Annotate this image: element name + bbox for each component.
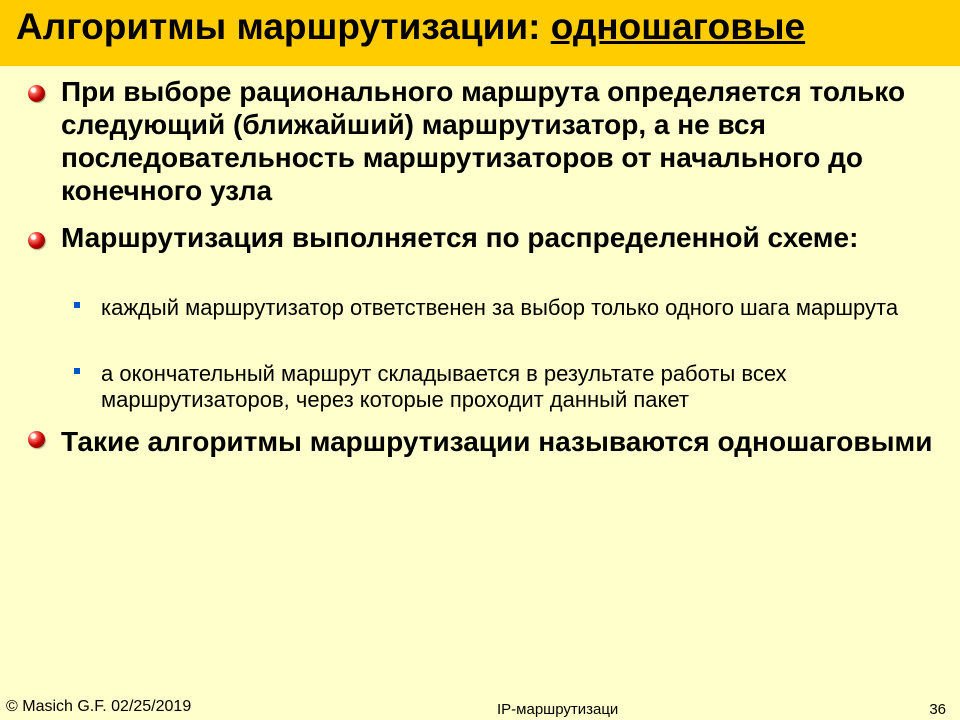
blue-square-bullet-icon: [74, 368, 80, 374]
title-main: Алгоритмы маршрутизации:: [16, 6, 551, 47]
slide-footer: [0, 696, 960, 720]
subbullet-1-text: каждый маршрутизатор ответственен за выбор только одного шага маршрута: [101, 295, 899, 320]
red-ball-bullet-icon: [28, 232, 45, 249]
red-ball-bullet-icon: [28, 85, 45, 102]
bullet-2-text: Маршрутизация выполняется по распределенной схеме:: [61, 222, 859, 253]
title-bar: [0, 0, 960, 66]
red-ball-bullet-icon: [28, 431, 45, 448]
slide-title: [16, 6, 805, 48]
blue-square-bullet-icon: [74, 302, 80, 308]
bullet-3-text: Такие алгоритмы маршрутизации называются одношаговыми: [61, 426, 933, 457]
title-emphasis: одношаговые: [550, 6, 806, 47]
bullet-1-text: При выборе рационального маршрута определяется только следующий (ближайший) маршрутизатор, а не вся последовательность маршрутизаторов от начального до конечного узла: [61, 76, 906, 206]
footer-topic: IP-маршрутизаци: [497, 701, 619, 718]
footer-copyright: © Masich G.F. 02/25/2019: [6, 698, 192, 715]
page-number: 36: [929, 701, 946, 718]
subbullet-2-text: а окончательный маршрут складывается в результате работы всех маршрутизаторов, через которые проходит данный пакет: [101, 361, 787, 412]
